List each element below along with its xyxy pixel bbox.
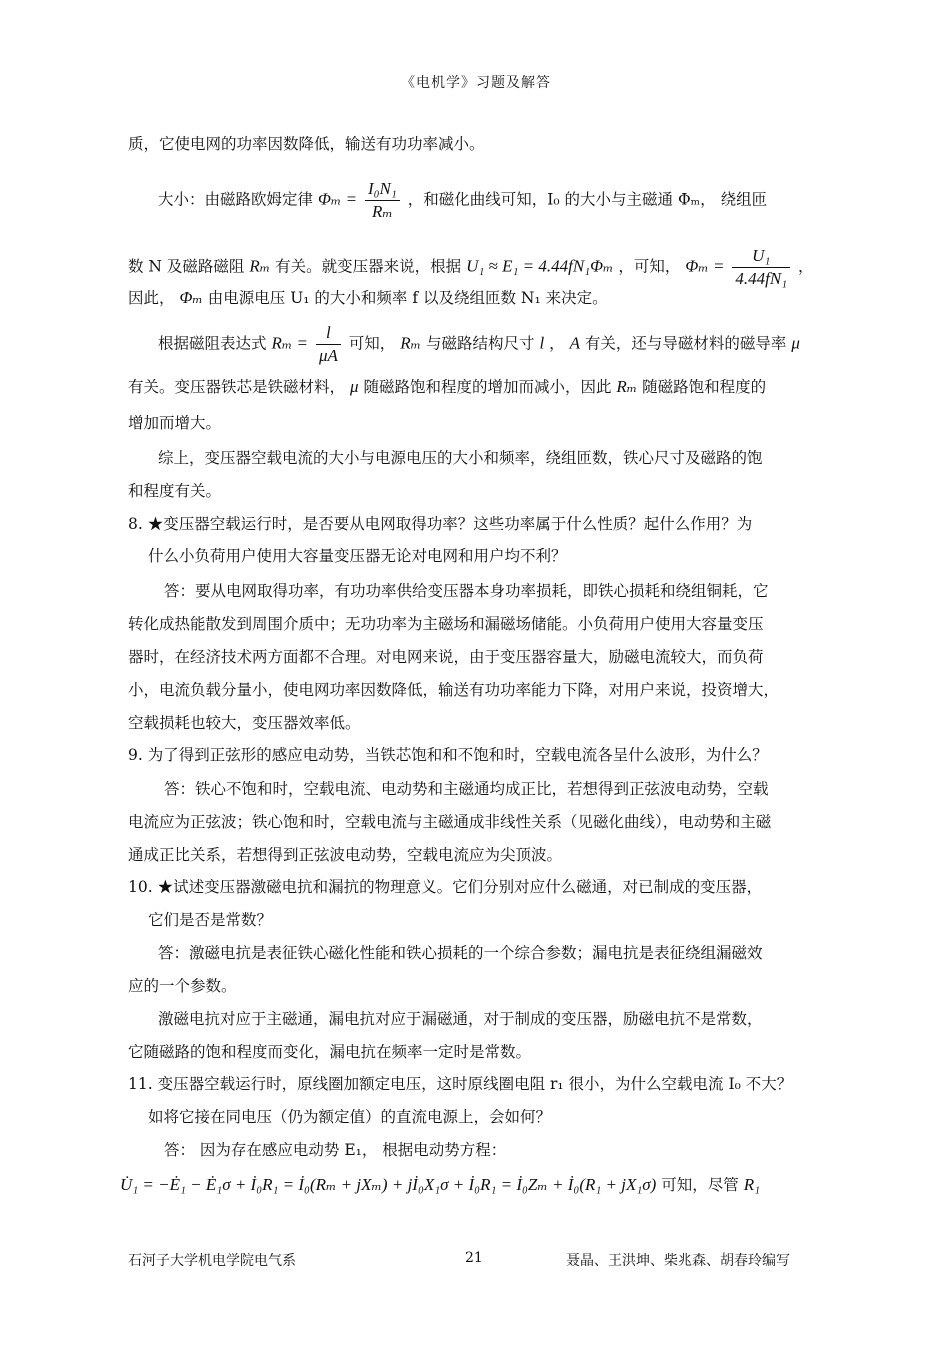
paragraph-line [128, 376, 766, 398]
text-run: 可知，尽管 [661, 1176, 739, 1194]
answer-line: 转化成热能散发到周围介质中；无功功率为主磁场和漏磁场储能。小负荷用户使用大容量变压 [128, 615, 764, 633]
fraction-denominator: 4.44fN₁ [735, 269, 788, 288]
formula-r1-symbol: R₁ [743, 1175, 761, 1194]
text-run: ， [549, 334, 565, 353]
fraction-denominator: μA [318, 346, 338, 365]
formula-phi-eq: Φₘ = [685, 256, 725, 276]
footer-authors: 聂晶、王洪坤、柴兆森、胡春玲编写 [566, 1253, 790, 1269]
formula-u1-e1: U₁ ≈ E₁ = 4.44fN₁Φₘ [466, 256, 614, 276]
text-run: 有关。就变压器来说，根据 [275, 257, 462, 276]
formula-a-symbol: A [569, 333, 580, 353]
text-run: 有关，还与导磁材料的磁导率 [584, 334, 787, 353]
text-run: 大小：由磁路欧姆定律 [158, 190, 314, 209]
paragraph-line [158, 178, 767, 223]
text-run: 根据磁阻表达式 [158, 334, 267, 353]
formula-mu-symbol: μ [791, 333, 800, 353]
question-line: 什么小负荷用户使用大容量变压器无论对电网和用户均不利？ [148, 547, 567, 565]
fraction-denominator: Rₘ [371, 202, 393, 221]
answer-line: 答：激磁电抗是表征铁心磁化性能和铁心损耗的一个综合参数；漏电抗是表征绕组漏磁效 [158, 944, 763, 962]
text-run: 可知， [348, 334, 396, 353]
text-run: 与磁路结构尺寸 [426, 334, 535, 353]
answer-line: 电流应为正弦波；铁心饱和时，空载电流与主磁通成非线性关系（见磁化曲线），电动势和主磁 [128, 813, 772, 831]
paragraph-line: 增加而增大。 [128, 414, 222, 432]
formula-phi-m: Φₘ = [317, 189, 358, 209]
answer-line: 空载损耗也较大，变压器效率低。 [128, 714, 361, 732]
text-run: 随磁路饱和程度的增加而减小，因此 [363, 378, 612, 396]
answer-line: 器时，在经济技术两方面都不合理。对电网来说，由于变压器容量大，励磁电流较大，而负荷 [128, 648, 764, 666]
paragraph-line: 质，它使电网的功率因数降低，输送有功功率减小。 [128, 135, 485, 153]
formula-voltage-equation: U̇₁ = −Ė₁ − Ė₁σ + İ₀R₁ = İ₀(Rₘ + jXₘ) + jİ₀X₁σ + İ₀R₁ = İ₀Zₘ + İ₀(R₁ + jX₁σ) [120, 1175, 657, 1194]
text-run: ，和磁化曲线可知，I₀ 的大小与主磁通 Φₘ， 绕组匝 [407, 190, 768, 209]
text-run: 随磁路饱和程度的 [642, 378, 767, 396]
paragraph-line: 和程度有关。 [128, 482, 222, 500]
question-line: 10. ★试述变压器激磁电抗和漏抗的物理意义。它们分别对应什么磁通，对已制成的变压器， [128, 878, 763, 896]
paragraph-line: 综上，变压器空载电流的大小与电源电压的大小和频率，绕组匝数，铁心尺寸及磁路的饱 [158, 449, 763, 467]
formula-rm: Rₘ [249, 256, 271, 276]
fraction-i0n1-rm [365, 178, 400, 223]
fraction-numerator: I₀N₁ [365, 178, 400, 201]
text-run: 有关。变压器铁芯是铁磁材料， [128, 378, 346, 396]
footer-department: 石河子大学机电学院电气系 [128, 1253, 296, 1269]
fraction-numerator: l [316, 322, 341, 345]
question-line: 如将它接在同电压（仍为额定值）的直流电源上，会如何？ [148, 1108, 552, 1126]
formula-l-symbol: l [539, 333, 545, 353]
formula-rm-eq: Rₘ = [271, 333, 308, 353]
question-line: 9. 为了得到正弦形的感应电动势，当铁芯饱和和不饱和时，空载电流各呈什么波形，为什么？ [128, 746, 768, 764]
text-run: 数 N 及磁路磁阻 [128, 257, 245, 276]
formula-rm-symbol: Rₘ [616, 377, 638, 396]
fraction-u1-444fn1 [732, 245, 790, 290]
text-run: ，可知， [618, 257, 681, 276]
answer-line: 小，电流负载分量小，使电网功率因数降低，输送有功功率能力下降，对用户来说，投资增大， [128, 681, 780, 699]
fraction-l-mua [316, 322, 341, 367]
formula-mu-symbol: μ [349, 377, 359, 396]
page-header: 《电机学》习题及解答 [401, 75, 551, 91]
text-run: 由电源电压 U₁ 的大小和频率 f 以及绕组匝数 N₁ 来决定。 [207, 289, 608, 307]
answer-line: 通成正比关系，若想得到正弦波电动势，空载电流应为尖顶波。 [128, 846, 563, 864]
formula-rm-symbol: Rₘ [400, 333, 422, 353]
formula-phi-m-symbol: Φₘ [179, 288, 203, 307]
answer-line: 应的一个参数。 [128, 977, 237, 995]
equation-line [120, 1174, 760, 1196]
question-line: 它们是否是常数？ [148, 911, 273, 929]
text-run: 因此， [128, 289, 175, 307]
paragraph-line [158, 322, 800, 367]
question-line: 11. 变压器空载运行时，原线圈加额定电压，这时原线圈电阻 r₁ 很小，为什么空载电流 I₀ 不大？ [128, 1075, 793, 1093]
answer-line: 答： 因为存在感应电动势 E₁， 根据电动势方程： [164, 1141, 507, 1159]
paragraph-line: 数 N 及磁路磁阻 Rₘ 有关。就变压器来说，根据 U₁ ≈ E₁ = 4.44fN₁Φₘ ，可知， Φₘ = $\frac{\text{U₁}}{\text{4.44fN₁}}$ ， [128, 246, 814, 288]
page-number: 21 [465, 1250, 483, 1266]
question-line: 8. ★变压器空载运行时，是否要从电网取得功率？这些功率属于什么性质？起什么作用？为 [128, 515, 753, 533]
answer-line: 答：铁心不饱和时，空载电流、电动势和主磁通均成正比，若想得到正弦波电动势，空载 [164, 780, 769, 798]
fraction-numerator: U₁ [732, 245, 790, 268]
answer-line: 它随磁路的饱和程度而变化，漏电抗在频率一定时是常数。 [128, 1043, 532, 1061]
answer-line: 答：要从电网取得功率，有功功率供给变压器本身功率损耗，即铁心损耗和绕组铜耗，它 [164, 582, 769, 600]
answer-line: 激磁电抗对应于主磁通，漏电抗对应于漏磁通，对于制成的变压器，励磁电抗不是常数， [158, 1010, 763, 1028]
paragraph-line [128, 287, 608, 309]
